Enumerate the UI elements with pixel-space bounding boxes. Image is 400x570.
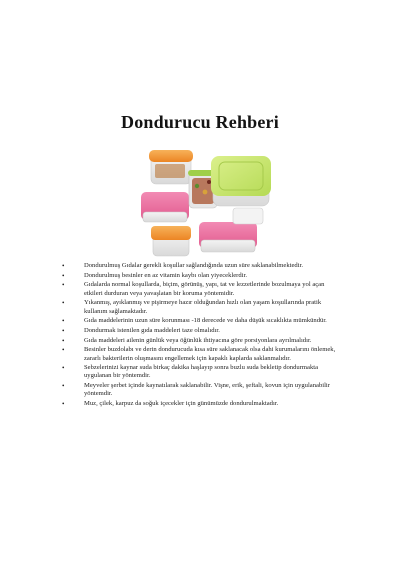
bullet-icon: • <box>62 281 65 290</box>
bullet-icon: • <box>62 262 65 270</box>
list-item <box>62 272 342 280</box>
list-item <box>62 337 342 345</box>
bullet-icon: • <box>62 382 65 391</box>
green-container-large <box>211 156 271 206</box>
tip-text: Gıda maddeleri ailenin günlük veya öğünlük ihtiyacına göre porsiyonlara ayrılmalıdır. <box>84 336 312 344</box>
list-item <box>62 299 342 315</box>
orange-container-top <box>149 150 193 184</box>
bullet-icon: • <box>62 317 65 326</box>
page-title: Dondurucu Rehberi <box>121 112 279 132</box>
tip-text: Sebzelerinizi kaynar suda birkaç dakika haşlayıp sonra buzlu suda bekletip dondurmakta uygulanan bir yöntemdir. <box>84 364 319 380</box>
bullet-icon: • <box>62 364 65 373</box>
tip-text: Dondurulmuş Gıdalar gerekli koşullar sağlandığında uzun süre saklanabilmektedir. <box>84 262 304 269</box>
bullet-icon: • <box>62 336 65 345</box>
tip-text: Yıkanmış, ayıklanmış ve pişirmeye hazır olduğundan hızlı olan yaşam koşullarında pratik kullanım sağlamaktadır. <box>84 299 322 315</box>
list-item <box>62 262 342 270</box>
list-item <box>62 317 342 325</box>
food-storage-containers-icon <box>133 148 273 260</box>
tip-text: Dondurulmuş besinler en az vitamin kaybı olan yiyeceklerdir. <box>84 271 247 279</box>
list-item <box>62 346 342 362</box>
tip-text: Meyveler şerbet içinde kaynatılarak saklanabilir. Vişne, erik, şeftali, kovun için uygulanabilir yöntemdir. <box>84 382 330 398</box>
tip-text: Besinler buzdolabı ve derin dondurucuda kısa süre saklanacak olsa dahi kurumalarını önlemek, zararlı bakterilerin oluşmasını engellemek için kapaklı kaplarda saklanmalıdır. <box>84 346 336 362</box>
list-item <box>62 364 342 380</box>
list-item <box>62 382 342 398</box>
list-item <box>62 327 342 335</box>
tip-text: Gıdalarda normal koşullarda, biçim, görünüş, yapı, tat ve lezzetlerinde bozulmaya yol açan etkileri durduran veya yavaşlatan bir koruma yöntemidir. <box>84 281 325 297</box>
tips-list <box>62 262 342 410</box>
bullet-icon: • <box>62 271 65 280</box>
bullet-icon: • <box>62 326 65 335</box>
tip-text: Muz, çilek, karpuz da soğuk içecekler için günümüzde dondurulmaktadır. <box>84 400 279 408</box>
orange-container-bottom <box>151 226 191 256</box>
bullet-icon: • <box>62 400 65 409</box>
tip-text: Dondurmak istenilen gıda maddeleri taze olmalıdır. <box>84 326 220 334</box>
list-item <box>62 281 342 297</box>
list-item <box>62 400 342 408</box>
bullet-icon: • <box>62 346 65 355</box>
containers-photo <box>133 148 273 260</box>
bullet-icon: • <box>62 299 65 308</box>
tip-text: Gıda maddelerinin uzun süre korunması -18 derecede ve daha düşük sıcaklıkta mümkündür. <box>84 317 327 325</box>
pink-container-bottom <box>199 208 263 252</box>
pink-container-middle <box>141 192 189 222</box>
